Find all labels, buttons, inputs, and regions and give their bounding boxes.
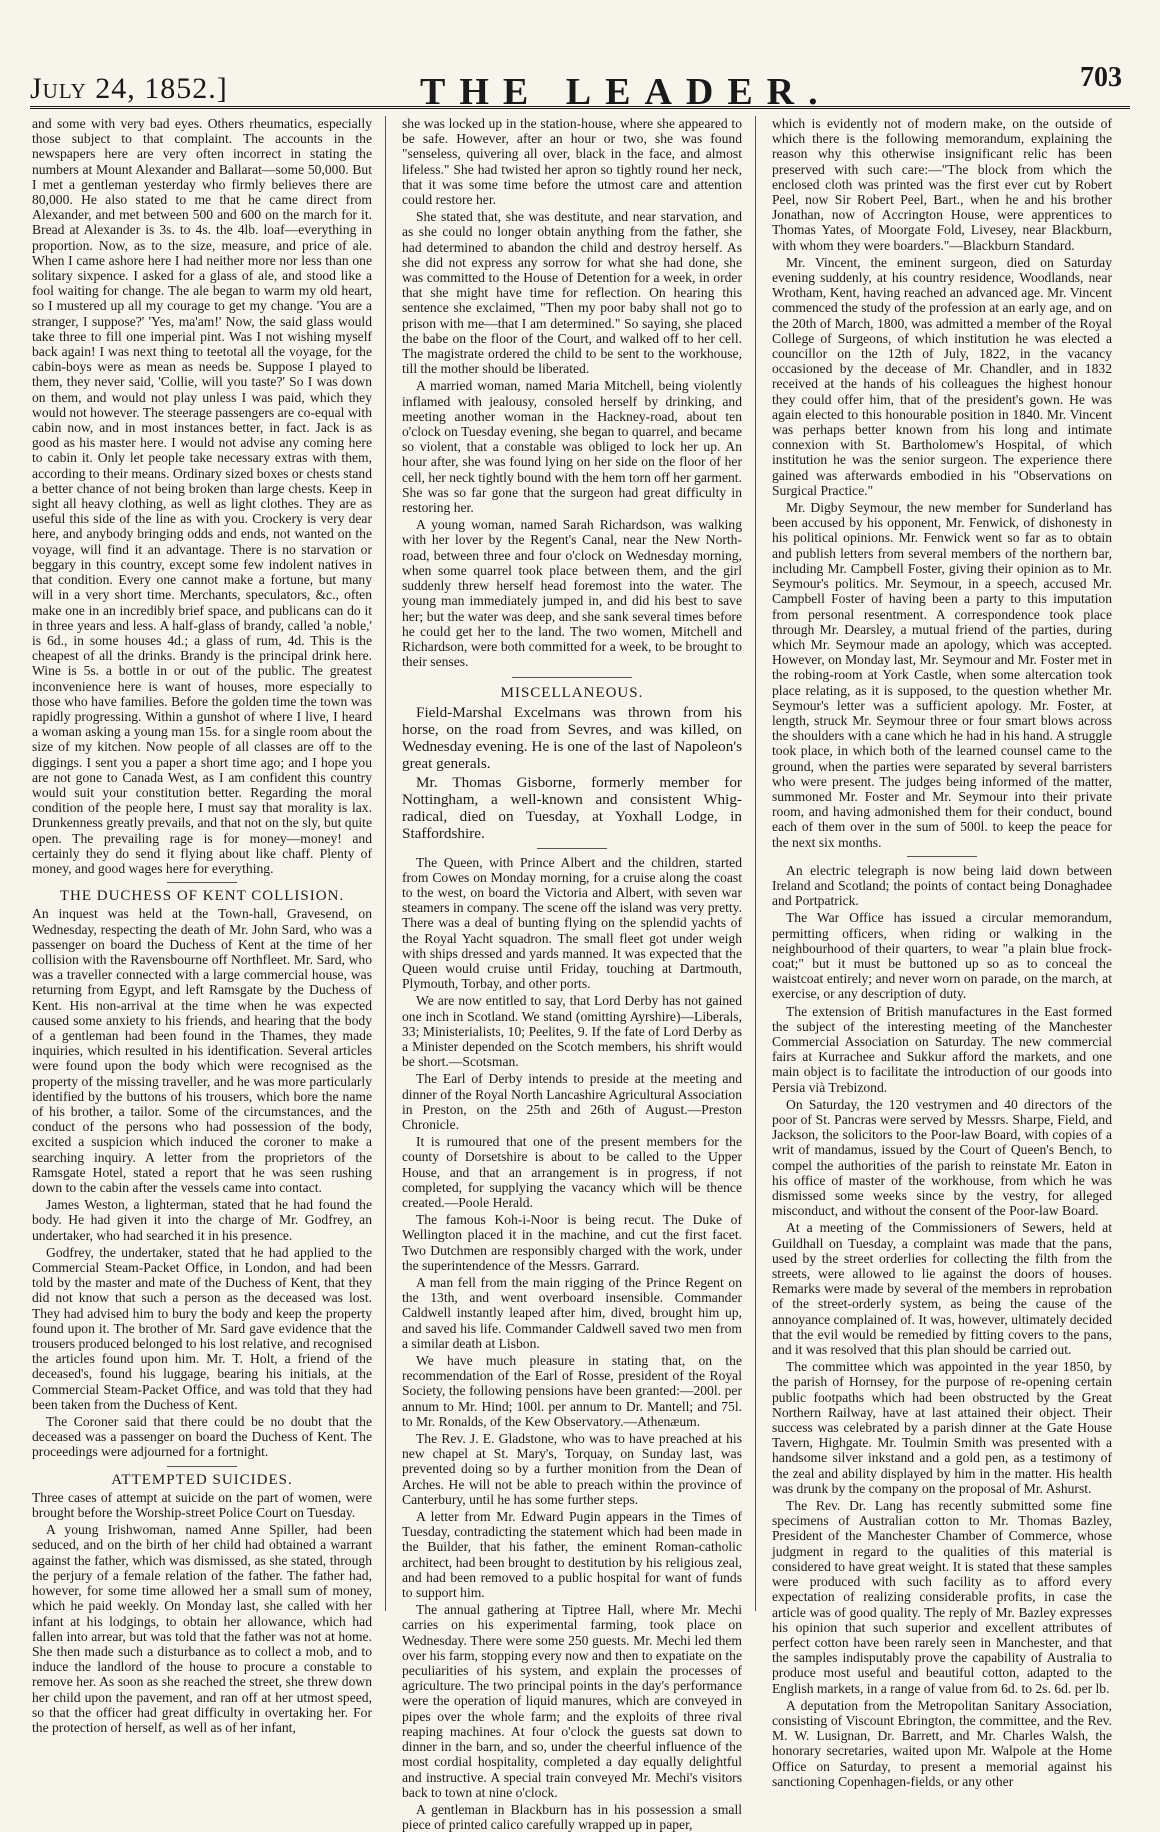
article-paragraph: A young Irishwoman, named Anne Spiller, had been seduced, and on the birth of her child had obtained a warrant against the father, which was dismissed, as she stated, through the perjury of a female relation of the father. The father had, however, for some time allowed her a small sum of money, which he paid weekly. On Monday last, she called with her infant at his lodgings, to obtain her allowance, which had fallen into arrear, but was told that the father was not at home. She then made such a disturbance as to collect a mob, and to induce the landlord of the house to procure a constable to remove her. As soon as she reached the street, she threw down her child upon the pavement, and ran off at her utmost speed, so that the officer had great difficulty in overtaking her. For the protection of herself, as well as of her infant, [32, 1522, 372, 1735]
article-paragraph: Field-Marshal Excelmans was thrown from his horse, on the road from Sevres, and was killed, on Wednesday evening. He is one of the last of Napoleon's great generals. [402, 703, 742, 772]
section-heading-suicides: ATTEMPTED SUICIDES. [111, 1471, 293, 1488]
article-paragraph: An inquest was held at the Town-hall, Gravesend, on Wednesday, respecting the death of Mr. John Sard, who was a passenger on board the Duchess of Kent at the time of her collision with the Ravensbourne off Northfleet. Mr. Sard, who was a traveller connected with a large commercial house, was returning from Egypt, and left Ramsgate by the Duchess of Kent. His non-arrival at the time when he was expected caused some anxiety to his friends, and hearing that the body of a gentleman had been found in the Thames, they made inquiries, which resulted in his identification. Several articles were found upon the body which were recognised as the property of the missing traveller, and he was more particularly identified by the buttons of his trousers, which bore the name of his brother, a tailor. Some of the circumstances, and the conduct of the persons who had possession of the body, excited a suspicion which induced the coroner to make a searching inquiry. A letter from the proprietors of the Ramsgate Hotel, stated a report that he was seen rushing down to the cabin after the vessels came into contact. [32, 906, 372, 1196]
article-paragraph: The famous Koh-i-Noor is being recut. The Duke of Wellington placed it in the machine, and cut the first facet. Two Dutchmen are responsibly charged with the work, under the superintendence of the Messrs. Garrard. [402, 1212, 742, 1273]
article-paragraph: We are now entitled to say, that Lord Derby has not gained one inch in Scotland. We stand (omitting Ayrshire)—Liberals, 33; Ministerialists, 10; Peelites, 9. If the fate of Lord Derby as a Minister depended on the Scotch members, his shrift would be short.—Scotsman. [402, 993, 742, 1070]
article-paragraph: The Rev. Dr. Lang has recently submitted some fine specimens of Australian cotton to Mr. Thomas Bazley, President of the Manchester Chamber of Commerce, whose judgment in regard to the qualities of this material is considered to have great weight. It is stated that these samples were produced with such facility as to afford every expectation of realizing considerable profits, in case the article was of good quality. The reply of Mr. Bazley expresses his opinion that such superior and excellent attributes of perfect cotton have been rarely seen in Manchester, and that the samples indisputably prove the capability of Australia to produce most useful and beautiful cotton, adapted to the English markets, in a range of value from 6d. to 2s. 6d. per lb. [772, 1498, 1112, 1696]
article-paragraph: The Earl of Derby intends to preside at the meeting and dinner of the Royal North Lancashire Agricultural Association in Preston, on the 25th and 26th of August.—Preston Chronicle. [402, 1071, 742, 1132]
article-paragraph: A young woman, named Sarah Richardson, was walking with her lover by the Regent's Canal, near the New North-road, between three and four o'clock on Wednesday morning, when some quarrel took place between them, and the girl suddenly threw herself head foremost into the water. The young man immediately jumped in, and did his best to save her; but the water was deep, and she sank several times before he could get her to the land. The two women, Mitchell and Richardson, were both committed for a week, to be brought to their senses. [402, 517, 742, 670]
article-paragraph: A deputation from the Metropolitan Sanitary Association, consisting of Viscount Ebrington, the committee, and the Rev. M. W. Lusignan, Dr. Barrett, and Mr. Charles Walsh, the honorary secretaries, waited upon Mr. Walpole at the Home Office on Saturday, to present a memorial against his sanctioning Copenhagen-fields, or any other [772, 1697, 1112, 1789]
article-paragraph: We have much pleasure in stating that, on the recommendation of the Earl of Rosse, president of the Royal Society, the following pensions have been granted:—200l. per annum to Mr. Hind; 100l. per annum to Dr. Mantell; and 75l. to Mr. Ronalds, of the Kew Observatory.—Athenæum. [402, 1353, 742, 1429]
section-heading-duchess: THE DUCHESS OF KENT COLLISION. [59, 888, 345, 905]
section-rule [537, 848, 607, 849]
section-rule [512, 677, 632, 678]
article-paragraph: she was locked up in the station-house, where she appeared to be safe. However, after an hour or two, she was found "senseless, quivering all over, black in the face, and almost lifeless." She had twisted her apron so tightly round her neck, that it was some time before the utmost care and attention could restore her. [402, 116, 742, 208]
article-paragraph: Mr. Digby Seymour, the new member for Sunderland has been accused by his opponent, Mr. Fenwick, of dishonesty in his political opinions. Mr. Fenwick went so far as to obtain and publish letters from several members of the northern bar, including Mr. Campbell Foster, giving their opinion as to Mr. Seymour's politics. Mr. Seymour, in a speech, accused Mr. Campbell Foster of having been a party to this imputation from personal resentment. A correspondence took place through Mr. Dearsley, a mutual friend of the parties, during which Mr. Seymour made an apology, which was accepted. However, on Monday last, Mr. Seymour and Mr. Foster met in the robing-room at York Castle, when some altercation took place relating, as it is supposed, to the question whether Mr. Seymour's letter was a sufficient apology. Mr. Foster, at length, struck Mr. Seymour three or four smart blows across the shoulders with a cane which he had in his hand. A struggle took place, in which both of the learned counsel came to the ground, when the parties were separated by several barristers who were present. The judges being informed of the matter, summoned Mr. Foster and Mr. Seymour into their private room, and having admonished them for their conduct, bound each of them over in the sum of 500l. to keep the peace for the next six months. [772, 500, 1113, 850]
article-paragraph: which is evidently not of modern make, on the outside of which there is the following memorandum, explaining the reason why this otherwise insignificant relic has been preserved with such care:—"The block from which the enclosed cloth was printed was the first ever cut by Robert Peel, now Sir Robert Peel, Bart., when he and his brother Jonathan, now of Accrington House, were apprentices to Thomas Yates, of Moorgate Fold, Livesey, near Blackburn, with whom they were boarders."—Blackburn Standard. [772, 116, 1112, 253]
article-paragraph: At a meeting of the Commissioners of Sewers, held at Guildhall on Tuesday, a complaint was made that the pans, used by the street orderlies for collecting the filth from the streets, were allowed to lie against the doors of houses. Remarks were made by several of the members in reprobation of the street-orderly system, as being the cause of the annoyance complained of. It was, however, ultimately decided that the evil would be remedied by fitting covers to the pans, and it was resolved that this plan should be carried out. [772, 1220, 1112, 1358]
article-paragraph: The extension of British manufactures in the East formed the subject of the interesting meeting of the Manchester Commercial Association on Saturday. The new commercial fairs at Kurrachee and Sukkur afford the markets, and one main object is to facilitate the introduction of our goods into Persia vià Trebizond. [772, 1003, 1112, 1095]
article-paragraph: Mr. Vincent, the eminent surgeon, died on Saturday evening suddenly, at his country residence, Woodlands, near Wrotham, Kent, having reached an advanced age. Mr. Vincent commenced the study of the profession at an early age, and on the 20th of March, 1800, was admitted a member of the Royal College of Surgeons, of which institution he was elected a councillor on the 12th of July, 1822, in the vacancy occasioned by the decease of Mr. Chandler, and in 1832 received at the hands of his colleagues the highest honour they could offer him, that of the president's gown. He was again elected to this honourable position in 1840. Mr. Vincent was perhaps better known from his long and intimate connexion with St. Bartholomew's Hospital, of which institution he was the senior surgeon. The experience there gained was afterwards embodied in his "Observations on Surgical Practice." [772, 254, 1112, 498]
column-1 [32, 116, 372, 1735]
article-paragraph: The Rev. J. E. Gladstone, who was to have preached at his new chapel at St. Mary's, Torquay, on Sunday last, was prevented doing so by a further monition from the Dean of Arches. He will not be able to preach within the province of Canterbury, until he has some further steps. [402, 1431, 742, 1507]
article-paragraph: The War Office has issued a circular memorandum, permitting officers, when riding or walking in the neighbourhood of their quarters, to wear "a plain blue frock-coat;" but it must be buttoned up so as to conceal the waistcoat entirely; and never worn on parade, on the march, at exercise, or any description of duty. [772, 910, 1112, 1002]
article-paragraph: A married woman, named Maria Mitchell, being violently inflamed with jealousy, consoled herself by drinking, and meeting another woman in the Hackney-road, about ten o'clock on Tuesday evening, she began to quarrel, and became so violent, that a constable was obliged to lock her up. An hour after, she was found lying on her side on the floor of her cell, her neck tightly bound with the hem torn off her garment. She was so far gone that the surgeon had great difficulty in restoring her. [402, 378, 742, 516]
article-paragraph: A letter from Mr. Edward Pugin appears in the Times of Tuesday, contradicting the statement which had been made in the Builder, that his father, the eminent Roman-catholic architect, had been brought to destitution by his religious zeal, and had been removed to a public hospital for want of funds to support him. [402, 1509, 742, 1601]
newspaper-title: THE LEADER. [420, 71, 832, 113]
section-rule [907, 856, 977, 857]
article-paragraph: The committee which was appointed in the year 1850, by the parish of Hornsey, for the purpose of re-opening certain public footpaths which had been obstructed by the Great Northern Railway, have at last attained their object. Their success was celebrated by a parish dinner at the Gate House Tavern, Highgate. Mr. Toulmin Smith was presented with a handsome silver inkstand and a gold pen, as a testimony of the zeal and ability displayed by him in the matter. His health was drunk by the company on the proposal of Mr. Ashurst. [772, 1359, 1112, 1496]
article-paragraph: On Saturday, the 120 vestrymen and 40 directors of the poor of St. Pancras were served by Messrs. Sharpe, Field, and Jackson, the solicitors to the Poor-law Board, with copies of a writ of mandamus, issued by the Court of Queen's Bench, to compel the authorities of the parish to reinstate Mr. Eaton in his office of master of the workhouse, from which he was dismissed some weeks since by the vestry, for alleged misconduct, and without the consent of the Poor-law Board. [772, 1096, 1112, 1219]
masthead-rule [30, 106, 1130, 109]
article-paragraph: A man fell from the main rigging of the Prince Regent on the 13th, and went overboard insensible. Commander Caldwell instantly leaped after him, dived, brought him up, and saved his life. Commander Caldwell saved two men from a similar death at Lisbon. [402, 1275, 742, 1351]
column-3 [772, 116, 1113, 1789]
issue-date: July 24, 1852.] [30, 72, 228, 105]
page-number: 703 [1080, 62, 1122, 93]
article-paragraph: Godfrey, the undertaker, stated that he had applied to the Commercial Steam-Packet Office, in London, and had been told by the master and mate of the Duchess of Kent, that they did not know that such a person as the deceased was lost. They had advised him to bury the body and keep the property found upon it. The brother of Mr. Sard gave evidence that the trousers produced belonged to his lost relative, and recognised the articles found upon him. Mr. T. Holt, a friend of the deceased's, found his luggage, bearing his initials, at the Commercial Steam-Packet Office, and was told that they had been taken from the Duchess of Kent. [32, 1244, 372, 1412]
section-rule [167, 882, 237, 883]
article-paragraph: She stated that, she was destitute, and near starvation, and as she could no longer obtain anything from the father, she had determined to abandon the child and destroy herself. As she did not express any sorrow for what she had done, she was committed to the House of Detention for a week, in order that she might have time for reflection. On hearing this sentence she exclaimed, "Then my poor baby shall not go to prison with me—that I am determined." So saying, she placed the babe on the floor of the Court, and walked off to her cell. The magistrate ordered the child to be sent to the workhouse, till the mother should be liberated. [402, 209, 742, 377]
article-paragraph: A gentleman in Blackburn has in his possession a small piece of printed calico carefully wrapped up in paper, [402, 1801, 742, 1832]
masthead [0, 0, 1160, 113]
column-divider [755, 116, 756, 1611]
section-rule [167, 1466, 237, 1467]
article-paragraph: The Coroner said that there could be no doubt that the deceased was a passenger on board the Duchess of Kent. The proceedings were adjourned for a fortnight. [32, 1414, 372, 1460]
column-divider [385, 116, 386, 1611]
article-paragraph: and some with very bad eyes. Others rheumatics, especially those subject to that complaint. The accounts in the newspapers here are very often incorrect in stating the numbers at Mount Alexander and Ballarat—some 50,000. But I met a gentleman yesterday who firmly believes there are 80,000. He also stated to me that he came direct from Alexander, and met between 500 and 600 on the march for it. Bread at Alexander is 3s. to 4s. the 4lb. loaf—everything in proportion. Now, as to the size, measure, and price of ale. When I came ashore here I had neither more nor less than one solitary sixpence. I asked for a glass of ale, and stood like a fool waiting for change. The ale began to warm my old heart, so I mustered up all my courage to get my change. 'You are a stranger, I suppose?' 'Yes, ma'am!' Now, the said glass would take three to fill one imperial pint. Was I not wishing myself back again! I was next thing to teetotal all the voyage, for the cabin-boys were as mean as needs be. Suppose I played to them, they never said, 'Collie, will you taste?' So I was down on them, and would not play unless I was paid, which they would not however. The steerage passengers are co-equal with cabin now, and in most instances better, in fact. Jack is as good as his master here. I would not advise any coming here to cabin it. Only let people take necessary extras with them, according to their means. Ordinary sized boxes or chests stand a better chance of not being broken than large chests. Keep in sight all heavy clothing, as well as light clothes. They are as useful this side of the line as with you. Crockery is very dear here, and anybody bringing odds and ends, not wanted on the voyage, will find it an advantage. There is no starvation or beggary in this country, except some few indolent natives in that condition. Every one cannot make a fortune, but many will in a very short time. Merchants, speculators, &c., often make one in an incredibly brief space, and publicans can do it in three years and less. A half-glass of brandy, called 'a noble,' is 6d., in some houses 4d.; a glass of rum, 4d. This is the cheapest of all the drinks. Brandy is the principal drink here. Wine is 5s. a bottle in or out of the public. The greatest inconvenience here is want of houses, more especially to those who have families. Before the golden time the town was rapidly progressing. Within a gunshot of where I live, I heard a woman asking a young man 15s. for a single room about the size of my kitchen. Now people of all classes are off to the diggings. I sent you a paper a short time ago; and I hope you are not gone to Canada West, as I am confident this country would suit your constitution better. Regarding the moral condition of the people here, I must say that morality is lax. Drunkenness greatly prevails, and that not on the sly, but quite open. The prevailing rage is for money—money! and certainly they do send it flying about like chaff. Plenty of money, and good wages here for everything. [32, 116, 372, 876]
article-paragraph: Mr. Thomas Gisborne, formerly member for Nottingham, a well-known and consistent Whig-radical, died on Tuesday, at Yoxhall Lodge, in Staffordshire. [402, 773, 742, 842]
article-paragraph: It is rumoured that one of the present members for the county of Dorsetshire is about to be called to the Upper House, and that an arrangement is in progress, if not completed, for supplying the vacancy which will be thence created.—Poole Herald. [402, 1134, 742, 1210]
article-paragraph: James Weston, a lighterman, stated that he had found the body. He had given it into the charge of Mr. Godfrey, an undertaker, who had searched it in his presence. [32, 1197, 372, 1243]
article-paragraph: An electric telegraph is now being laid down between Ireland and Scotland; the points of contact being Donaghadee and Portpatrick. [772, 862, 1112, 909]
column-2 [402, 116, 742, 1832]
article-paragraph: The annual gathering at Tiptree Hall, where Mr. Mechi carries on his experimental farming, took place on Wednesday. There were some 250 guests. Mr. Mechi led them over his farm, stopping every now and then to expatiate on the peculiarities of his system, and explain the processes of agriculture. The two principal points in the day's performance were the operation of liquid manures, which are conveyed in pipes over the whole farm; and the exploits of three rival reaping machines. At four o'clock the guests sat down to dinner in the barn, and so, under the cheerful influence of the most cordial hospitality, completed a day equally delightful and instructive. A special train conveyed Mr. Mechi's visitors back to town at nine o'clock. [402, 1602, 742, 1800]
article-paragraph: The Queen, with Prince Albert and the children, started from Cowes on Monday morning, for a cruise along the coast to the west, on board the Victoria and Albert, with seven war steamers in company. The scene off the island was very pretty. There was a deal of bunting flying on the splendid yachts of the Royal Yacht squadron. The small fleet got under weigh with ships dressed and yards manned. It was expected that the Queen would cruise until Friday, touching at Dartmouth, Plymouth, Torbay, and other ports. [402, 854, 742, 992]
section-heading-miscellaneous: MISCELLANEOUS. [500, 685, 644, 702]
article-paragraph: Three cases of attempt at suicide on the part of women, were brought before the Worship-street Police Court on Tuesday. [32, 1489, 372, 1521]
